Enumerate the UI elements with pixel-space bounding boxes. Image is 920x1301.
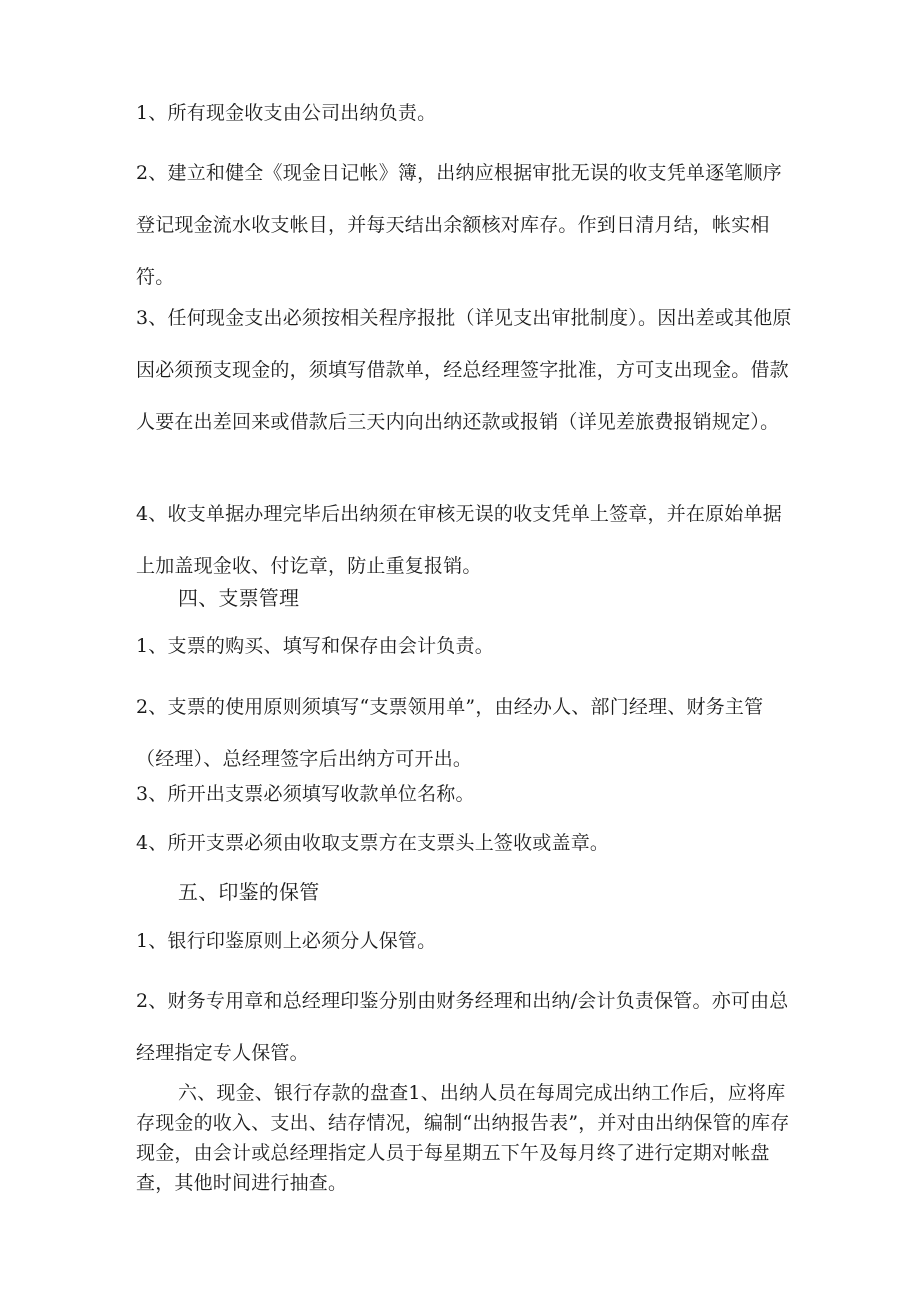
section4-item-1: 1、支票的购买、填写和保存由会计负责。 bbox=[136, 635, 494, 657]
section4-item-2: 2、支票的使用原则须填写“支票领用单”，由经办人、部门经理、财务主管（经理）、总经理签字后出纳方可开出。 bbox=[136, 696, 764, 770]
section3-item-1: 1、所有现金收支由公司出纳负责。 bbox=[136, 102, 437, 124]
section4-heading: 四、支票管理 bbox=[178, 586, 300, 610]
section5-item-2: 2、财务专用章和总经理印鉴分别由财务经理和出纳/会计负责保管。亦可由总经理指定专人保管。 bbox=[136, 990, 789, 1064]
section3-item-4: 4、收支单据办理完毕后出纳须在审核无误的收支凭单上签章，并在原始单据上加盖现金收、付讫章，防止重复报销。 bbox=[136, 503, 782, 577]
section6-paragraph: 六、现金、银行存款的盘查1、出纳人员在每周完成出纳工作后，应将库存现金的收入、支出、结存情况，编制“出纳报告表”，并对由出纳保管的库存现金，由会计或总经理指定人员于每星期五下午及每月终了进行定期对帐盘查，其他时间进行抽查。 bbox=[136, 1082, 790, 1194]
section4-item-4: 4、所开支票必须由收取支票方在支票头上签收或盖章。 bbox=[136, 832, 610, 854]
section5-heading: 五、印鉴的保管 bbox=[178, 880, 320, 904]
section4-item-3: 3、所开出支票必须填写收款单位名称。 bbox=[136, 783, 475, 805]
section5-item-1: 1、银行印鉴原则上必须分人保管。 bbox=[136, 930, 437, 952]
section3-item-2: 2、建立和健全《现金日记帐》簿，出纳应根据审批无误的收支凭单逐笔顺序登记现金流水收支帐目，并每天结出余额核对库存。作到日清月结，帐实相符。 bbox=[136, 162, 782, 288]
section3-item-3: 3、任何现金支出必须按相关程序报批（详见支出审批制度）。因出差或其他原因必须预支现金的，须填写借款单，经总经理签字批准，方可支出现金。借款人要在出差回来或借款后三天内向出纳还款或报销（详见差旅费报销规定）。 bbox=[136, 307, 792, 433]
